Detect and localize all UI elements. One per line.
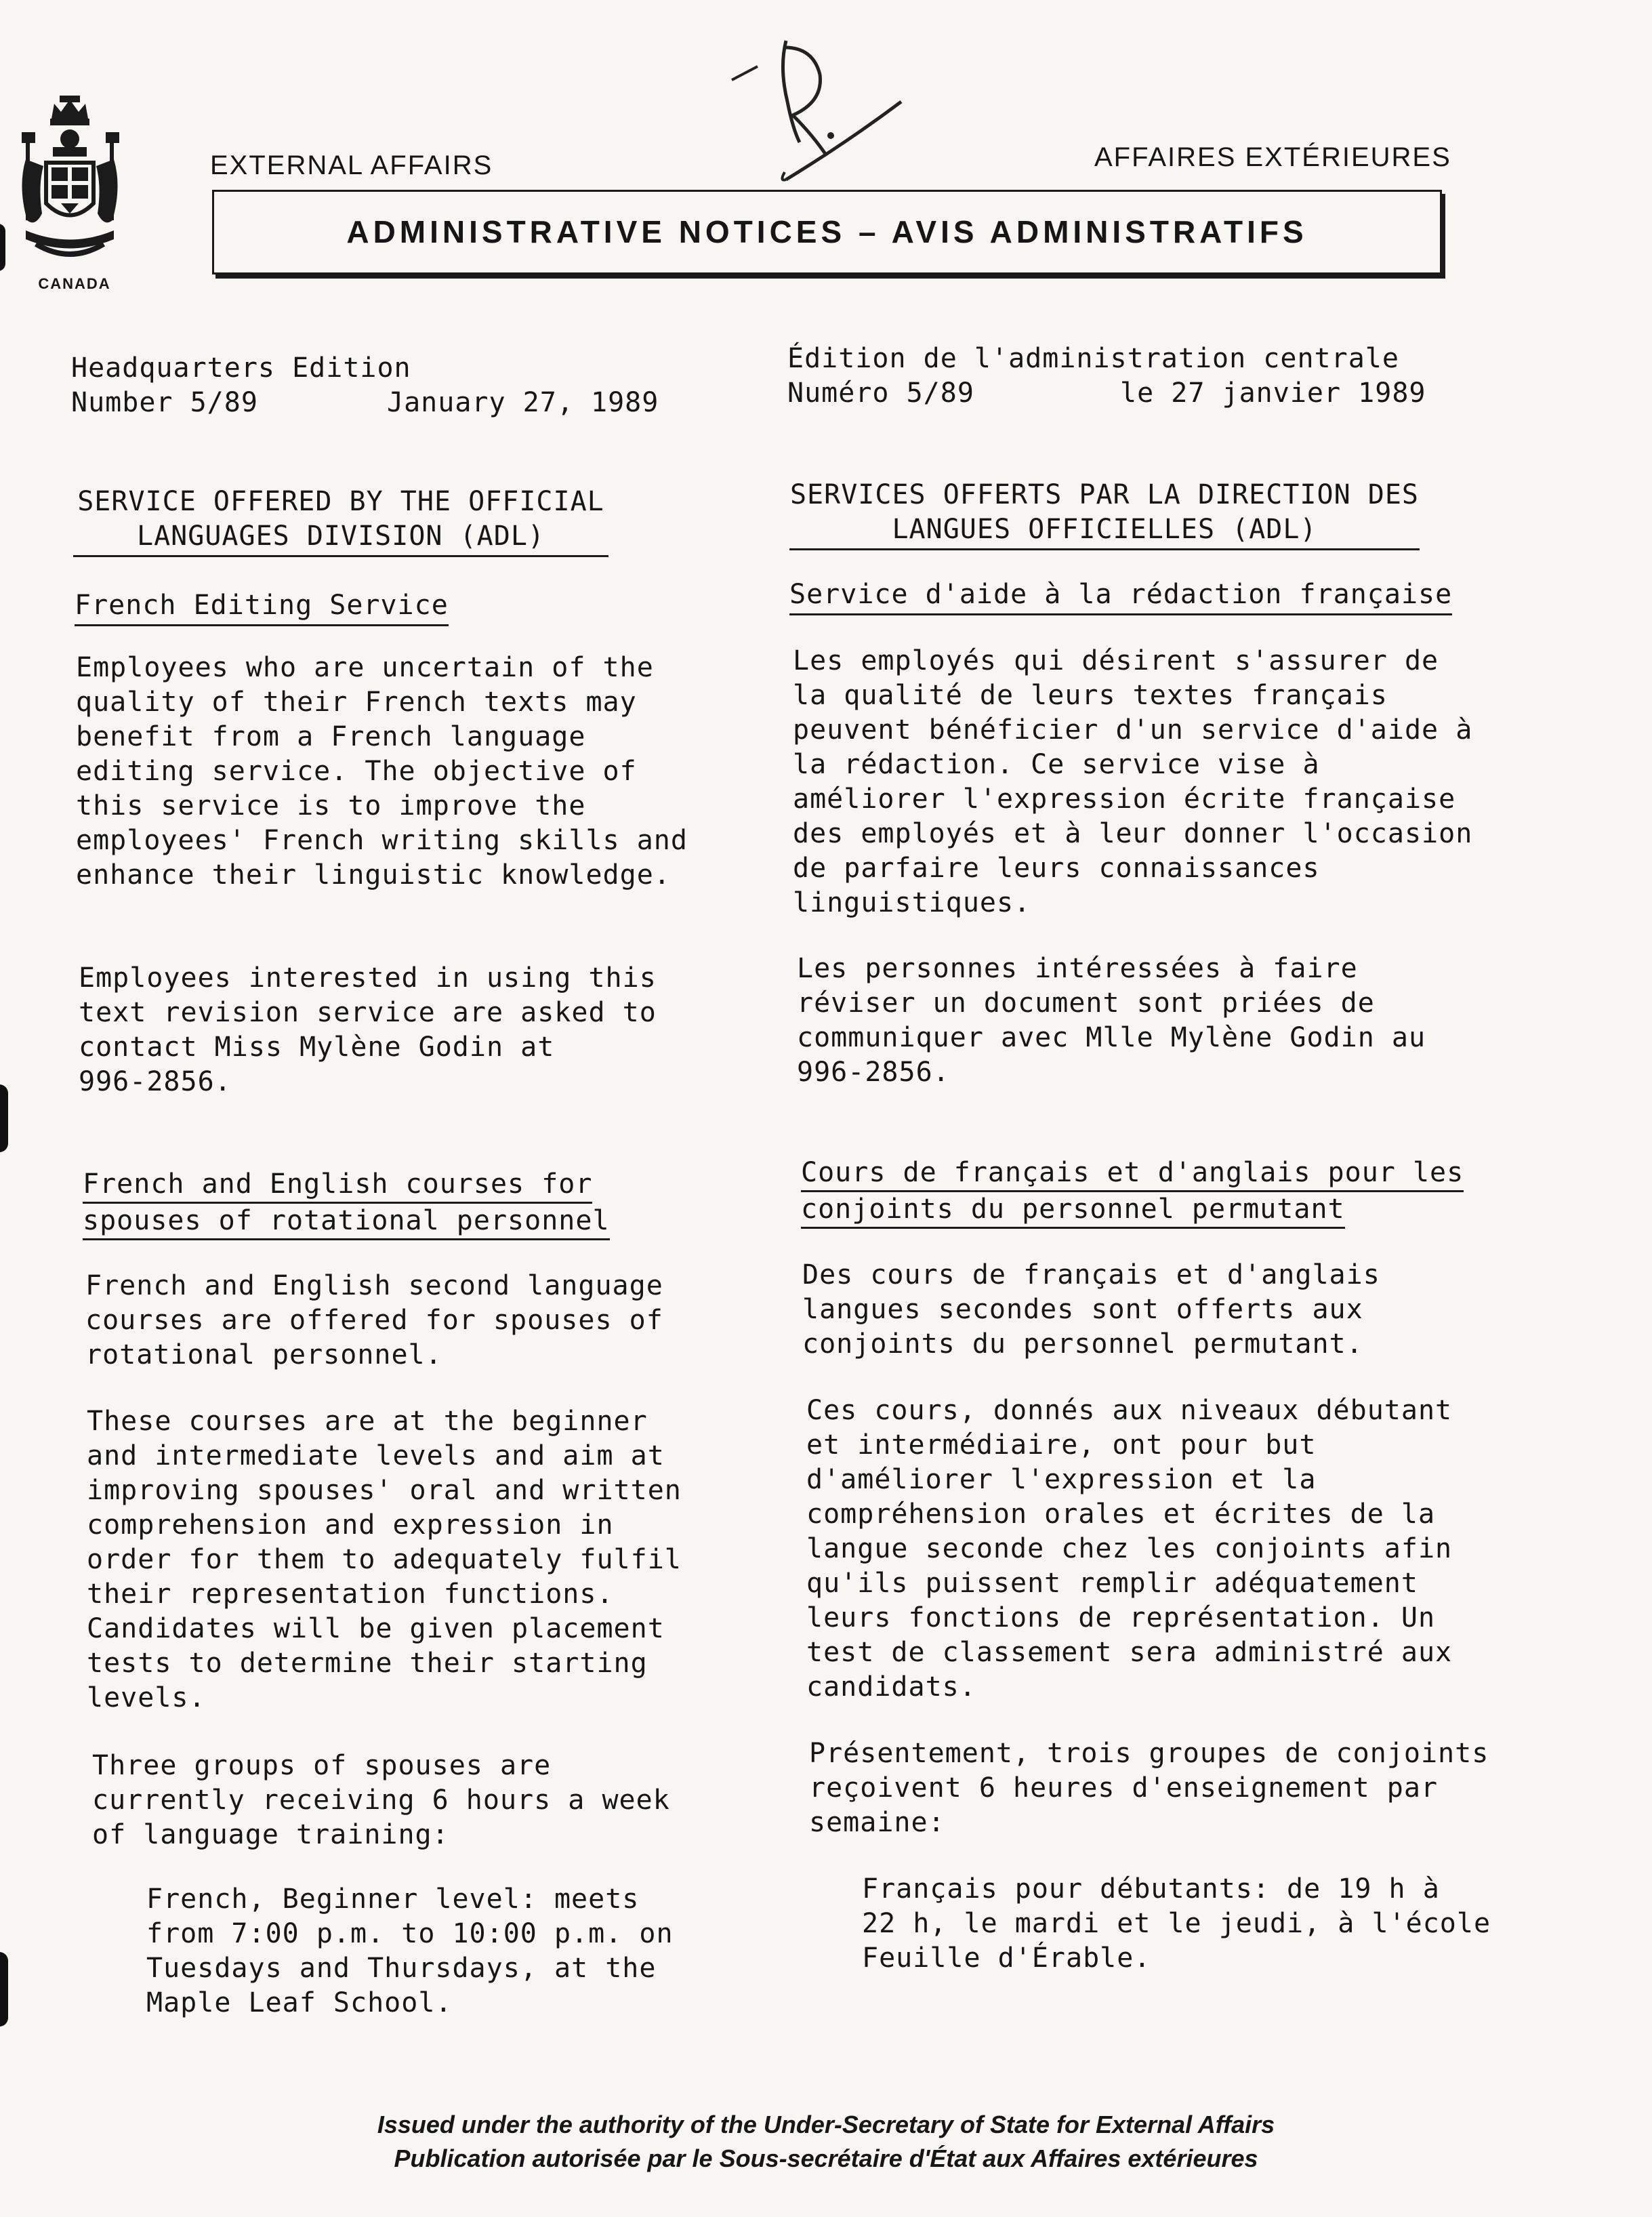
edition-fr	[787, 342, 1426, 411]
binding-hole-mark	[0, 224, 5, 271]
paragraph-en-6: French, Beginner level: meets from 7:00 p.m. to 10:00 p.m. on Tuesdays and Thursdays, at the Maple Leaf School.	[146, 1884, 674, 2018]
edition-name-en: Headquarters Edition	[71, 352, 411, 384]
subheading-courses-en-line2: spouses of rotational personnel	[83, 1204, 610, 1240]
section-title-en-line2: LANGUAGES DIVISION (ADL)	[137, 521, 545, 552]
footer-line-en: Issued under the authority of the Under-Secretary of State for External Affairs	[377, 2111, 1275, 2138]
paragraph-fr-2: Les personnes intéressées à faire réviser un document sont priées de communiquer avec Mlle Mylène Godin au 996-2856.	[797, 953, 1426, 1088]
edition-number-fr: Numéro 5/89	[787, 378, 974, 409]
paragraph-en-2: Employees interested in using this text revision service are asked to contact Miss Mylène Godin at 996-2856.	[79, 962, 657, 1097]
paragraph-fr-1: Les employés qui désirent s'assurer de la qualité de leurs textes français peuvent bénéficier d'un service d'aide à la rédaction. Ce service vise à améliorer l'expression écrite française des employés et à leur donner l'occasion de parfaire leurs connaissances linguistiques.	[793, 645, 1473, 918]
footer-authority	[0, 2108, 1652, 2176]
footer-line-fr: Publication autorisée par le Sous-secrétaire d'État aux Affaires extérieures	[394, 2144, 1258, 2172]
paragraph-fr-3: Des cours de français et d'anglais langues secondes sont offerts aux conjoints du personnel permutant.	[802, 1259, 1380, 1360]
binding-hole-mark	[0, 1084, 8, 1152]
paragraph-fr-6: Français pour débutants: de 19 h à 22 h, le mardi et le jeudi, à l'école Feuille d'Érable.	[862, 1873, 1491, 1974]
edition-name-fr: Édition de l'administration centrale	[787, 343, 1399, 374]
banner-title: ADMINISTRATIVE NOTICES – AVIS ADMINISTRATIFS	[346, 214, 1308, 249]
notice-banner	[212, 190, 1442, 274]
dept-name-fr: AFFAIRES EXTÉRIEURES	[1094, 142, 1451, 172]
paragraph-en-1: Employees who are uncertain of the quality of their French texts may benefit from a French language editing service. The objective of this service is to improve the employees' French writing skills and enhance their linguistic knowledge.	[76, 652, 688, 891]
paragraph-en-5: Three groups of spouses are currently receiving 6 hours a week of language training:	[92, 1750, 670, 1850]
subheading-french-editing-service: French Editing Service	[75, 588, 449, 626]
edition-en	[71, 351, 659, 420]
binding-hole-mark	[0, 1952, 8, 2027]
edition-date-fr: le 27 janvier 1989	[1120, 378, 1426, 409]
section-title-fr-line1: SERVICES OFFERTS PAR LA DIRECTION DES	[789, 479, 1420, 510]
edition-number-en: Number 5/89	[71, 387, 258, 418]
subheading-courses-fr-line2: conjoints du personnel permutant	[801, 1192, 1345, 1229]
edition-number-date-fr	[787, 376, 1426, 411]
edition-number-date-en	[71, 386, 659, 420]
coat-of-arms-logo	[12, 91, 127, 274]
handwritten-initials	[711, 27, 908, 190]
paragraph-fr-4: Ces cours, donnés aux niveaux débutant et intermédiaire, ont pour but d'améliorer l'expression et la compréhension orales et écrites de la langue seconde chez les conjoints afin qu'ils puissent remplir adéquatement leurs fonctions de représentation. Un test de classement sera administré aux candidats.	[806, 1395, 1453, 1703]
dept-name-en: EXTERNAL AFFAIRS	[210, 150, 493, 180]
paragraph-en-3: French and English second language courses are offered for spouses of rotational personnel.	[85, 1270, 663, 1370]
section-title-en-line1: SERVICE OFFERED BY THE OFFICIAL	[77, 486, 604, 517]
crest-caption: CANADA	[38, 275, 111, 292]
subheading-courses-en-line1: French and English courses for	[83, 1167, 592, 1204]
section-title-en	[73, 485, 608, 557]
subheading-courses-fr-line1: Cours de français et d'anglais pour les	[801, 1156, 1464, 1192]
subheading-courses-fr	[801, 1156, 1464, 1229]
section-title-fr	[789, 478, 1420, 550]
section-title-fr-line2: LANGUES OFFICIELLES (ADL)	[892, 514, 1317, 545]
subheading-courses-en	[83, 1167, 610, 1240]
paragraph-en-4: These courses are at the beginner and intermediate levels and aim at improving spouses' oral and written comprehension and expression in order for them to adequately fulfil their representation functions. Candidates will be given placement tests to determine their starting levels.	[87, 1406, 682, 1713]
subheading-service-aide-redaction: Service d'aide à la rédaction française	[789, 577, 1452, 615]
paragraph-fr-5: Présentement, trois groupes de conjoints reçoivent 6 heures d'enseignement par semaine:	[809, 1738, 1489, 1838]
edition-date-en: January 27, 1989	[387, 387, 659, 418]
